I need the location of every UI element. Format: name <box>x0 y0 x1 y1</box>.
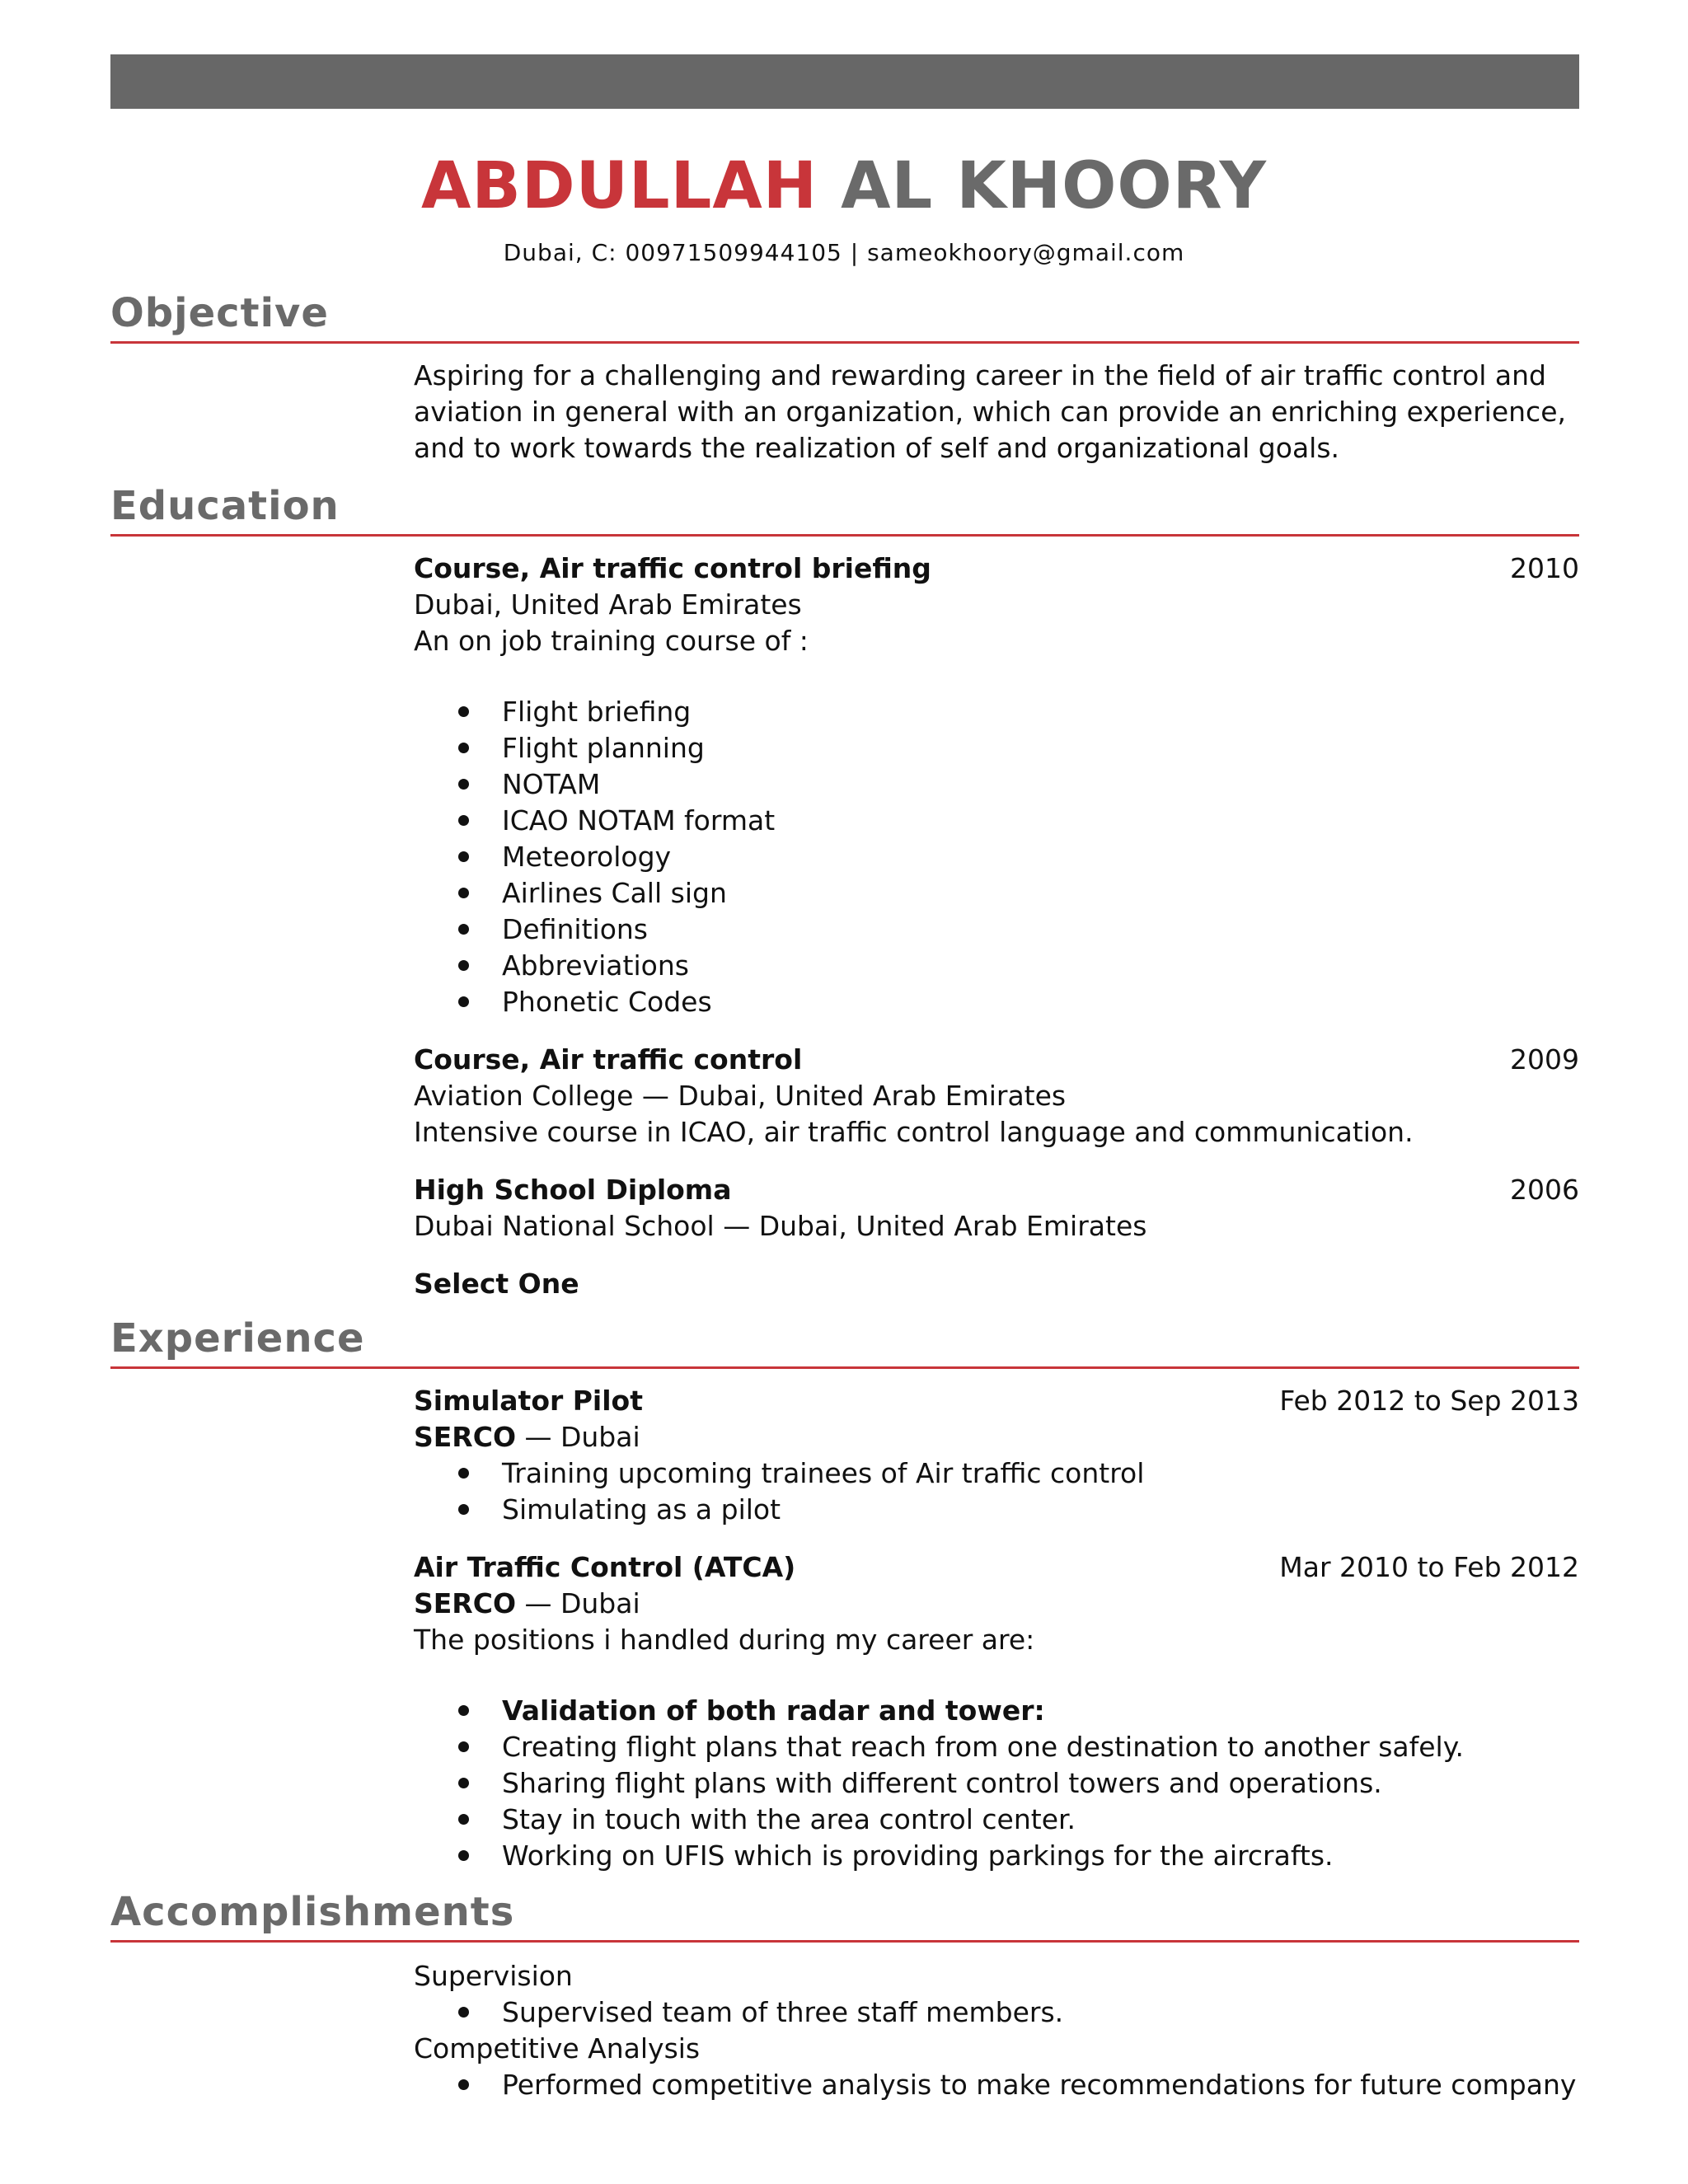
list-item: Meteorology <box>414 839 1579 875</box>
list-item: NOTAM <box>414 766 1579 803</box>
list-item: Validation of both radar and tower: <box>414 1693 1579 1729</box>
objective-text: Aspiring for a challenging and rewarding career in the field of air traffic control and aviation in general with an organization, which can provide an enriching experience, and to work towards the realization of self and organizational goals. <box>414 359 1566 464</box>
list-item: Airlines Call sign <box>414 875 1579 912</box>
entry-year: 2010 <box>1510 552 1579 584</box>
job-title: Air Traffic Control (ATCA) <box>414 1551 796 1583</box>
first-name: ABDULLAH <box>421 149 818 223</box>
entry-description: Intensive course in ICAO, air traffic control language and communication. <box>414 1116 1414 1148</box>
entry-title: Course, Air traffic control briefing <box>414 552 931 584</box>
candidate-name <box>0 145 1688 227</box>
job-dates: Mar 2010 to Feb 2012 <box>1279 1551 1579 1583</box>
job-entry <box>414 1549 1579 1874</box>
job-duties-list <box>414 1455 1579 1528</box>
job-entry <box>414 1383 1579 1528</box>
education-entry <box>414 1172 1579 1244</box>
list-item: Creating flight plans that reach from one destination to another safely. <box>414 1729 1579 1765</box>
education-extra: Select One <box>414 1268 579 1300</box>
list-item: Simulating as a pilot <box>414 1492 1579 1528</box>
list-item: ICAO NOTAM format <box>414 803 1579 839</box>
entry-year: 2009 <box>1510 1043 1579 1076</box>
entry-year: 2006 <box>1510 1174 1579 1206</box>
entry-place: Dubai, United Arab Emirates <box>414 588 802 621</box>
list-item: Supervised team of three staff members. <box>414 1994 1579 2031</box>
job-location: — Dubai <box>516 1421 640 1453</box>
list-item: Working on UFIS which is providing parkings for the aircrafts. <box>414 1838 1579 1874</box>
list-item: Flight briefing <box>414 694 1579 730</box>
education-section <box>414 551 1579 1302</box>
job-employer <box>414 1419 1579 1455</box>
entry-title: High School Diploma <box>414 1174 732 1206</box>
list-item: Phonetic Codes <box>414 984 1579 1020</box>
experience-section <box>414 1383 1579 1874</box>
list-item: Flight planning <box>414 730 1579 766</box>
entry-description: An on job training course of : <box>414 625 809 657</box>
entry-place: Dubai National School — Dubai, United Arab Emirates <box>414 1210 1147 1242</box>
accomplishment-list <box>414 2067 1579 2103</box>
accomplishment-list <box>414 1994 1579 2031</box>
list-item: Sharing flight plans with different control towers and operations. <box>414 1765 1579 1802</box>
entry-place: Aviation College — Dubai, United Arab Emirates <box>414 1080 1067 1112</box>
accomplishment-group-title: Supervision <box>414 1960 573 1992</box>
job-duties-list <box>414 1693 1579 1874</box>
job-location: — Dubai <box>516 1587 640 1619</box>
accomplishment-group-title: Competitive Analysis <box>414 2032 701 2064</box>
entry-title: Course, Air traffic control <box>414 1043 803 1076</box>
list-item: Performed competitive analysis to make recommendations for future company <box>414 2067 1579 2103</box>
education-heading: Education <box>110 481 1579 537</box>
job-title: Simulator Pilot <box>414 1385 644 1417</box>
list-item: Definitions <box>414 912 1579 948</box>
accomplishments-section <box>414 1958 1579 2103</box>
job-employer <box>414 1586 1579 1622</box>
list-item: Training upcoming trainees of Air traffic control <box>414 1455 1579 1492</box>
training-topics-list <box>414 694 1579 1020</box>
objective-heading: Objective <box>110 288 1579 344</box>
objective-section <box>414 358 1579 466</box>
list-item: Stay in touch with the area control center. <box>414 1802 1579 1838</box>
experience-heading: Experience <box>110 1314 1579 1369</box>
header-bar <box>110 54 1579 109</box>
job-company: SERCO <box>414 1587 516 1619</box>
last-name: AL KHOORY <box>841 149 1267 223</box>
education-entry <box>414 1042 1579 1151</box>
accomplishments-heading: Accomplishments <box>110 1887 1579 1943</box>
job-dates: Feb 2012 to Sep 2013 <box>1279 1385 1579 1417</box>
job-description: The positions i handled during my career are: <box>414 1624 1035 1656</box>
list-item: Abbreviations <box>414 948 1579 984</box>
education-entry <box>414 551 1579 1020</box>
contact-line: Dubai, C: 00971509944105 | sameokhoory@gmail.com <box>503 239 1185 266</box>
job-company: SERCO <box>414 1421 516 1453</box>
